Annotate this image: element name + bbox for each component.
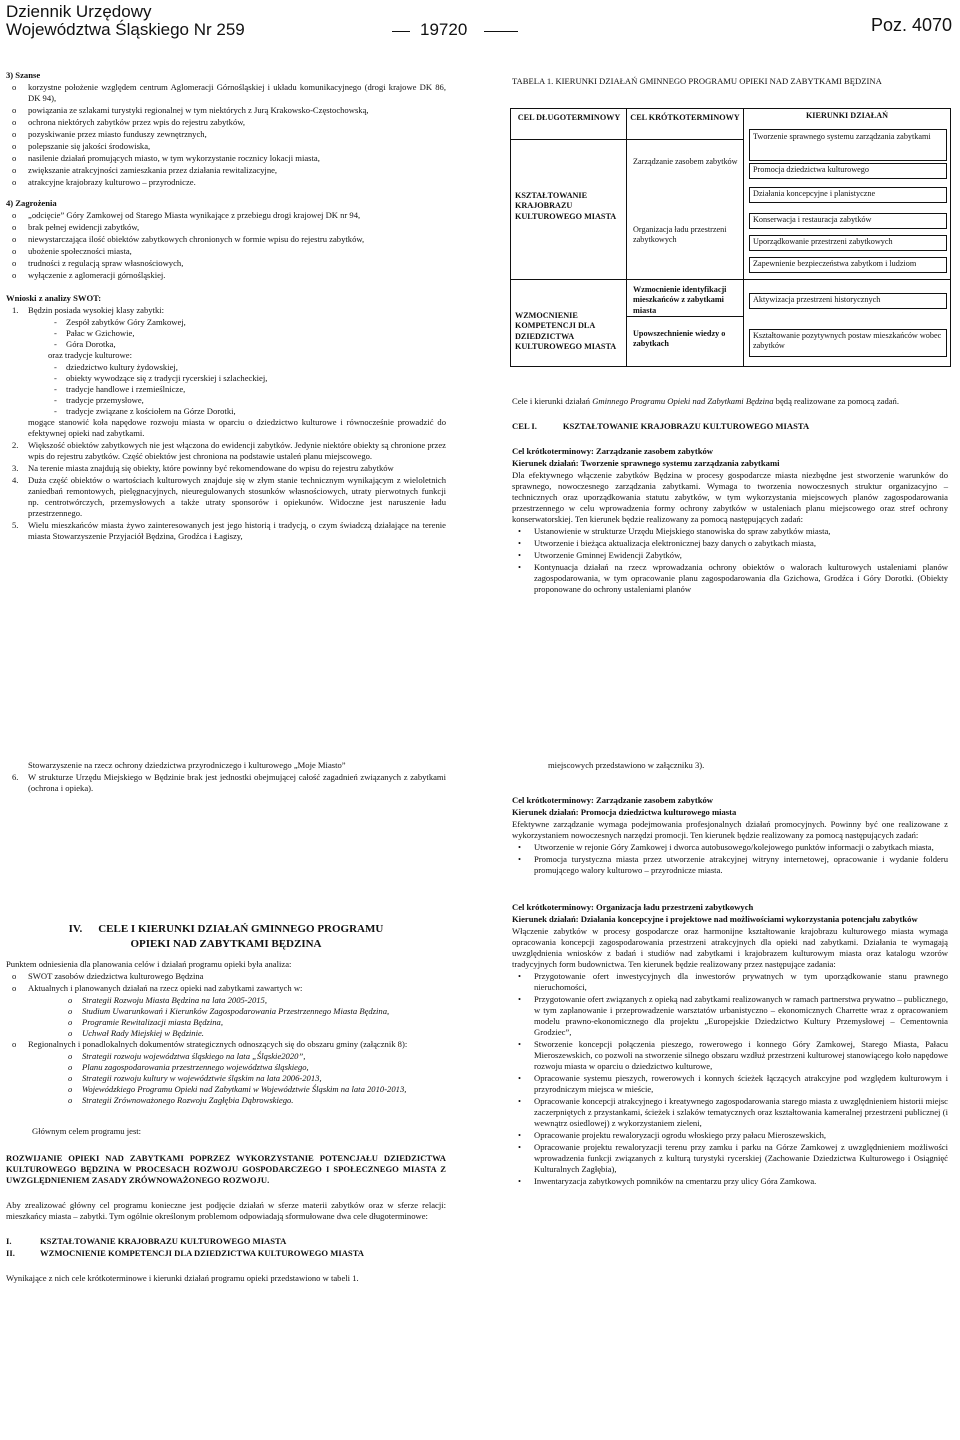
list-item: o niewystarczająca ilość obiektów zabytkowych chronionych w formie wpisu do rejestru zabytków, bbox=[12, 234, 365, 244]
list-item: • Utworzenie w rejonie Góry Zamkowej i dworca autobusowego/kolejowego punktów informacji o zabytkach miasta, bbox=[518, 842, 934, 852]
continuation-text: miejscowych przedstawiono w załączniku 3). bbox=[548, 760, 705, 770]
list-item: • Inwentaryzacja zabytkowych pomników na cmentarzu przy ulicy Góra Zamkowa. bbox=[518, 1176, 817, 1186]
list-item: o wyłączenie z aglomeracji górnośląskiej. bbox=[12, 270, 166, 280]
page-header bbox=[0, 0, 960, 40]
list-item: o Studium Uwarunkowań i Kierunków Zagospodarowania Przestrzennego Miasta Będzina, bbox=[68, 1006, 390, 1017]
direction-3: Działania koncepcyjne i planistyczne bbox=[753, 189, 876, 198]
conclusion-4: 4. Duża część obiektów o wartościach kulturowych znajduje się w złym stanie technicznym wynikającym z wieloletnich zaniedbań remontowych, pielęgnacyjnych, nieuregulowanych stosunków własnościowych, utraty pierwotnych funkcji np. centrotwórczych, przemysłowych a także utraty sponsorów i opiekunów. Widoczne jest naruszenie ładu przestrzennego. bbox=[12, 475, 446, 518]
goals-table bbox=[510, 108, 951, 367]
list-item: • Utworzenie Gminnej Ewidencji Zabytków, bbox=[518, 550, 682, 560]
short-term-goal-3: Wzmocnienie identyfikacji mieszkańców z zabytkami miasta bbox=[633, 285, 727, 315]
long-term-goal-I: I. KSZTAŁTOWANIE KRAJOBRAZU KULTUROWEGO MIASTA bbox=[6, 1236, 287, 1247]
list-item: • Stworzenie koncepcji połączenia pieszego, rowerowego i konnego Góry Zamkowej, Starego Miasta, Pałacu Mieroszewskich, co pozwoli na stworzenie silnego obszaru wzdłuż przestrzeni kulturowej stanowiącego koło napędowe rozwoju miasta w oparciu o dziedzictwo kulturowe, bbox=[518, 1039, 948, 1071]
long-term-goal-II: II. WZMOCNIENIE KOMPETENCJI DLA DZIEDZICTWA KULTUROWEGO MIASTA bbox=[6, 1248, 364, 1259]
list-item: - Pałac w Gzichowie, bbox=[54, 328, 135, 338]
list-item: • Opracowanie koncepcji atrakcyjnego i kreatywnego zagospodarowania starego miasta z uwzględnieniem historii miejsc zaczerpniętych z przystankami, ścieżek i szlaków tematycznych oraz kształtowania kameralnej przestrzeni publicznej (i wewnątrz osiedlowej) z wykorzystaniem zieleni, bbox=[518, 1096, 948, 1128]
conclusion-2: 2. Większość obiektów zabytkowych nie jest włączona do ewidencji zabytków. Jedynie niektóre obiekty są chronione przez wpis do rejestru zabytków. Część obiektów jest chroniona na podstawie ustaleń planu miejscowego. bbox=[12, 440, 446, 461]
direction-title: Kierunek działań: Działania koncepcyjne i projektowe nad możliwościami wykorzystania potencjału zabytków bbox=[512, 914, 918, 924]
direction-4: Konserwacja i restauracja zabytków bbox=[753, 215, 872, 224]
list-item: o polepszanie się jakości środowiska, bbox=[12, 141, 151, 151]
short-term-goal-2: Organizacja ładu przestrzeni zabytkowych bbox=[633, 225, 727, 245]
paragraph: Efektywne zarządzanie wymaga podejmowania profesjonalnych działań promocyjnych. Powinny być one realizowane z wykorzystaniem nowoczesnych narzędzi promocji. Ten kierunek będzie realizowany za pomocą następujących zadań: bbox=[512, 819, 948, 840]
short-term-goal-4: Upowszechnienie wiedzy o zabytkach bbox=[633, 329, 726, 349]
page-number: 19720 bbox=[420, 20, 468, 39]
list-item: o zwiększanie atrakcyjności zamieszkania przez działania rewitalizacyjne, bbox=[12, 165, 278, 175]
table-divider bbox=[511, 139, 743, 140]
journal-title: Dziennik Urzędowy bbox=[6, 2, 152, 21]
list-item: • Kontynuacja działań na rzecz wprowadzania ochrony obiektów o walorach kulturowych ustaleniami planów zagospodarowania, w tym opracowanie planu zagospodarowania dla Gzichowa, Grodźca i Góry Dorotki. (Obiekty proponowane do ochrony ustaleniami planów bbox=[518, 562, 948, 594]
position-number: Poz. 4070 bbox=[870, 15, 952, 35]
direction-title: Kierunek działań: Tworzenie sprawnego systemu zarządzania zabytkami bbox=[512, 458, 780, 468]
list-item: o brak pełnej ewidencji zabytków, bbox=[12, 222, 140, 232]
conclusion-1: 1. Będzin posiada wysokiej klasy zabytki: bbox=[12, 305, 165, 315]
section-iv bbox=[6, 760, 446, 1285]
voivodeship-issue: Województwa Śląskiego Nr 259 bbox=[6, 20, 245, 39]
list-item: o atrakcyjne krajobrazy kulturowo – przyrodnicze. bbox=[12, 177, 196, 187]
swot-section bbox=[6, 70, 446, 543]
header-rule-left bbox=[392, 31, 410, 32]
list-item: o pozyskiwanie przez miasto funduszy zewnętrznych, bbox=[12, 129, 207, 139]
list-item: • Opracowanie projektu rewaloryzacji ogrodu włoskiego przy pałacu Mieroszewskich, bbox=[518, 1130, 827, 1140]
list-item: • Opracowanie systemu pieszych, rowerowych i konnych ścieżek łączących atrakcyjne pod względem kulturowym i przyrodniczym miejsca w mieście, bbox=[518, 1073, 948, 1094]
list-item: o Wojewódzkiego Programu Opieki nad Zabytkami w Województwie Śląskim na lata 2010-2013, bbox=[68, 1084, 407, 1095]
conclusion-5: 5. Wielu mieszkańców miasta żywo zainteresowanych jest jego historią i tradycją, o czym świadczą działające na terenie miasta Stowarzyszenie Przyjaciół Będzina, Grodźca i Łagiszy, bbox=[12, 520, 446, 541]
list-item: • Opracowanie projektu rewaloryzacji terenu przy zamku i parku na Górze Zamkowej z uwzględnieniem możliwości wprowadzenia funkcji związanych z kulturą turystyki rycerskiej (Zachowanie Dziedzictwa Kulturowego i Osiągnięć Kulturalnych Zagłębia), bbox=[518, 1142, 948, 1174]
long-term-goal-1: KSZTAŁTOWANIE KRAJOBRAZU KULTUROWEGO MIASTA bbox=[515, 191, 617, 221]
list-item: - Zespół zabytków Góry Zamkowej, bbox=[54, 317, 186, 327]
list-item: o ubożenie społeczności miasta, bbox=[12, 246, 132, 256]
short-term-goal-1: Zarządzanie zasobem zabytków bbox=[633, 157, 738, 166]
header-short-term-goal: CEL KRÓTKOTERMINOWY bbox=[630, 113, 740, 122]
direction-title: Kierunek działań: Promocja dziedzictwa kulturowego miasta bbox=[512, 807, 737, 817]
list-item: o Strategii rozwoju województwa śląskiego na lata „Śląskie2020”, bbox=[68, 1051, 306, 1062]
list-item: o ochrona niektórych zabytków przez wpis do rejestru zabytków, bbox=[12, 117, 246, 127]
direction-1: Tworzenie sprawnego systemu zarządzania zabytkami bbox=[753, 132, 931, 141]
paragraph: Włączenie zabytków w procesy gospodarcze oraz harmonijne kształtowanie krajobrazu kulturowego miasta wymaga opracowania koncepcji zagospodarowania przestrzeni atrakcyjnych dla opieki nad zabytkami. Działania te wymagają uwzględnienia wniosków z badań i studiów nad zabytkami i krajobrazem kulturowym miasta oraz katalogu wzorów tradycyjnych form budownictwa. Ten kierunek będzie realizowany przez następujące zadania: bbox=[512, 926, 948, 969]
section-title-cont: OPIEKI NAD ZABYTKAMI BĘDZINA bbox=[130, 938, 322, 951]
header-directions: KIERUNKI DZIAŁAŃ bbox=[805, 111, 889, 120]
list-item: o Programie Rewitalizacji miasta Będzina, bbox=[68, 1017, 223, 1028]
conclusion-1-tail: mogące stanowić koła napędowe rozwoju miasta w oparciu o dziedzictwo kulturowe i równocześnie prowadzić do efektywnej opieki nad zabytkami. bbox=[28, 417, 446, 438]
list-item: o Strategii rozwoju kultury w województwie śląskim na lata 2006-2013, bbox=[68, 1073, 322, 1084]
main-goal: ROZWIJANIE OPIEKI NAD ZABYTKAMI POPRZEZ WYKORZYSTANIE POTENCJAŁU DZIEDZICTWA KULTUROWEGO BĘDZINA W PROCESACH ROZWOJU GOSPODARCZEGO I SPOŁECZNEGO MIASTA Z UWZGLĘDNIENIEM ZASADY ZRÓWNOWAŻONEGO ROZWOJU. bbox=[6, 1153, 446, 1186]
table-divider bbox=[511, 366, 951, 367]
short-term-goal-title: Cel krótkoterminowy: Organizacja ładu przestrzeni zabytkowych bbox=[512, 902, 754, 912]
table-divider bbox=[743, 109, 744, 367]
list-item: • Ustanowienie w strukturze Urzędu Miejskiego stanowiska do spraw zabytków miasta, bbox=[518, 526, 831, 536]
direction-7: Aktywizacja przestrzeni historycznych bbox=[753, 295, 881, 304]
goal-1-section bbox=[512, 396, 948, 596]
list-item: o korzystne położenie względem centrum Aglomeracji Górnośląskiej i układu komunikacyjnego (drogi krajowe DK 86, DK 94), bbox=[12, 82, 446, 103]
list-item: o Uchwał Rady Miejskiej w Będzinie. bbox=[68, 1028, 204, 1039]
conclusions-heading: Wnioski z analizy SWOT: bbox=[6, 293, 102, 303]
list-item: - Góra Dorotka, bbox=[54, 339, 116, 349]
list-item: - tradycje handlowe i rzemieślnicze, bbox=[54, 384, 186, 394]
list-item: o powiązania ze szlakami turystyki regionalnej w tym niektórych z Jurą Krakowsko-Częstochowską, bbox=[12, 105, 369, 115]
table-divider bbox=[950, 109, 951, 367]
list-item: o Strategii Zrównoważonego Rozwoju Zagłębia Dąbrowskiego. bbox=[68, 1095, 294, 1106]
main-goal-intro: Głównym celem programu jest: bbox=[32, 1126, 142, 1137]
list-item: • Przygotowanie ofert inwestycyjnych dla inwestorów prywatnych w tym uporządkowanie stanu prawnego nieruchomości, bbox=[518, 971, 948, 992]
long-term-goal-2: WZMOCNIENIE KOMPETENCJI DLA DZIEDZICTWA KULTUROWEGO MIASTA bbox=[515, 311, 617, 351]
list-item: • Promocja turystyczna miasta przez utworzenie atrakcyjnej witryny internetowej, opracowanie i wydanie folderu promującego walory kulturowo – przyrodnicze miasta. bbox=[518, 854, 948, 875]
list-item: • Utworzenie i bieżąca aktualizacja elektronicznej bazy danych o zabytkach miasta, bbox=[518, 538, 817, 548]
list-item: o Planu zagospodarowania przestrzennego województwa śląskiego, bbox=[68, 1062, 309, 1073]
list-item: o Strategii Rozwoju Miasta Będzina na lata 2005-2015, bbox=[68, 995, 268, 1006]
table-divider bbox=[626, 109, 627, 367]
list-item: - tradycje związane z kościołem na Górze Dorotki, bbox=[54, 406, 236, 416]
list-item: - dziedzictwo kultury żydowskiej, bbox=[54, 362, 178, 372]
list-item: o SWOT zasobów dziedzictwa kulturowego Będzina bbox=[12, 971, 204, 982]
conclusion-6: 6. W strukturze Urzędu Miejskiego w Będzinie brak jest jednostki obejmującej całość zagadnień związanych z zabytkami (ochrona i opieka). bbox=[12, 772, 446, 793]
traditions-intro: oraz tradycje kulturowe: bbox=[48, 350, 132, 360]
list-item: o trudności z regulacją spraw własnościowych, bbox=[12, 258, 184, 268]
short-term-goal-title: Cel krótkoterminowy: Zarządzanie zasobem zabytków bbox=[512, 446, 713, 456]
list-item: o Regionalnych i ponadlokalnych dokumentów strategicznych odnoszących się do obszaru gminy (załącznik 8): bbox=[12, 1039, 408, 1050]
table-divider bbox=[626, 316, 743, 317]
paragraph: Aby zrealizować główny cel programu konieczne jest podjęcie działań w sferze materii zabytków oraz w sferze relacji: mieszkańcy miasta – zabytki. Tym ogólnie określonym problemom odpowiadają sformułowane dwa cele długoterminowe: bbox=[6, 1200, 446, 1222]
goal-1-continuation bbox=[512, 760, 948, 1188]
opportunities-heading: 3) Szanse bbox=[6, 70, 41, 80]
table-divider bbox=[511, 279, 951, 280]
direction-8: Kształtowanie pozytywnych postaw mieszkańców wobec zabytków bbox=[753, 331, 942, 351]
direction-6: Zapewnienie bezpieczeństwa zabytkom i ludziom bbox=[753, 259, 917, 268]
paragraph: Dla efektywnego włączenie zabytków Będzina w procesy gospodarcze miasta niezbędne jest stworzenie warunków do sprawnego, nowoczesnego zarządzania zabytkami. Wymaga to tworzenia nowoczesnych struktur organizacyjno – technicznych oraz uporządkowania statutu zabytków, w tym wykorzystania miejscowych planów zagospodarowania przestrzennego w celu wprowadzenia formy ochrony zabytków w ustaleniach planu miejscowego oraz stref ochrony konserwatorskiej. Ten kierunek będzie realizowany za pomocą następujących zadań: bbox=[512, 470, 948, 524]
conclusion-3: 3. Na terenie miasta znajdują się obiekty, które powinny być rekomendowane do wpisu do rejestru zabytków bbox=[12, 463, 394, 473]
list-item: o nasilenie działań promujących miasto, w tym wykorzystanie rocznicy lokacji miasta, bbox=[12, 153, 320, 163]
list-item: o Aktualnych i planowanych działań na rzecz opieki nad zabytkami zawartych w: bbox=[12, 983, 303, 994]
list-item: - obiekty wywodzące się z tradycji rycerskiej i szlacheckiej, bbox=[54, 373, 268, 383]
analysis-intro: Punktem odniesienia dla planowania celów i działań programu opieki była analiza: bbox=[6, 959, 292, 970]
list-item: - tradycje przemysłowe, bbox=[54, 395, 144, 405]
direction-2: Promocja dziedzictwa kulturowego bbox=[753, 165, 869, 174]
threats-heading: 4) Zagrożenia bbox=[6, 198, 57, 208]
short-term-goal-title: Cel krótkoterminowy: Zarządzanie zasobem zabytków bbox=[512, 795, 713, 805]
section-title: IV. CELE I KIERUNKI DZIAŁAŃ GMINNEGO PROGRAMU bbox=[68, 923, 384, 935]
closing-paragraph: Wynikające z nich cele krótkoterminowe i kierunki działań programu opieki przedstawiono w tabeli 1. bbox=[6, 1273, 359, 1284]
list-item: • Przygotowanie ofert związanych z opieką nad zabytkami realizowanych w ramach partnerstwa prywatno – publicznego, w tym zaplanowanie i przeprowadzenie warsztatów urbanistyczno – ekonomicznych Charrette wraz z opracowaniem modelu prawno-ekonomicznego dla projektu „Europejskie Dziedzictwo Kultury Przemysłowej – Cementownia Grodziec”, bbox=[518, 994, 948, 1037]
list-item: o „odcięcie” Góry Zamkowej od Starego Miasta wynikające z przebiegu drogi krajowej DK nr 94, bbox=[12, 210, 361, 220]
direction-5: Uporządkowanie przestrzeni zabytkowych bbox=[753, 237, 893, 246]
intro-paragraph: Cele i kierunki działań Gminnego Programu Opieki nad Zabytkami Będzina będą realizowane za pomocą zadań. bbox=[512, 396, 900, 406]
header-long-term-goal: CEL DŁUGOTERMINOWY bbox=[517, 113, 621, 122]
table-caption: TABELA 1. KIERUNKI DZIAŁAŃ GMINNEGO PROGRAMU OPIEKI NAD ZABYTKAMI BĘDZINA bbox=[512, 76, 882, 86]
goal-1-heading: CEL I. KSZTAŁTOWANIE KRAJOBRAZU KULTUROWEGO MIASTA bbox=[512, 421, 810, 431]
continuation-text: Stowarzyszenie na rzecz ochrony dziedzictwa przyrodniczego i kulturowego „Moje Miasto” bbox=[28, 760, 346, 770]
header-rule-right bbox=[484, 31, 518, 32]
